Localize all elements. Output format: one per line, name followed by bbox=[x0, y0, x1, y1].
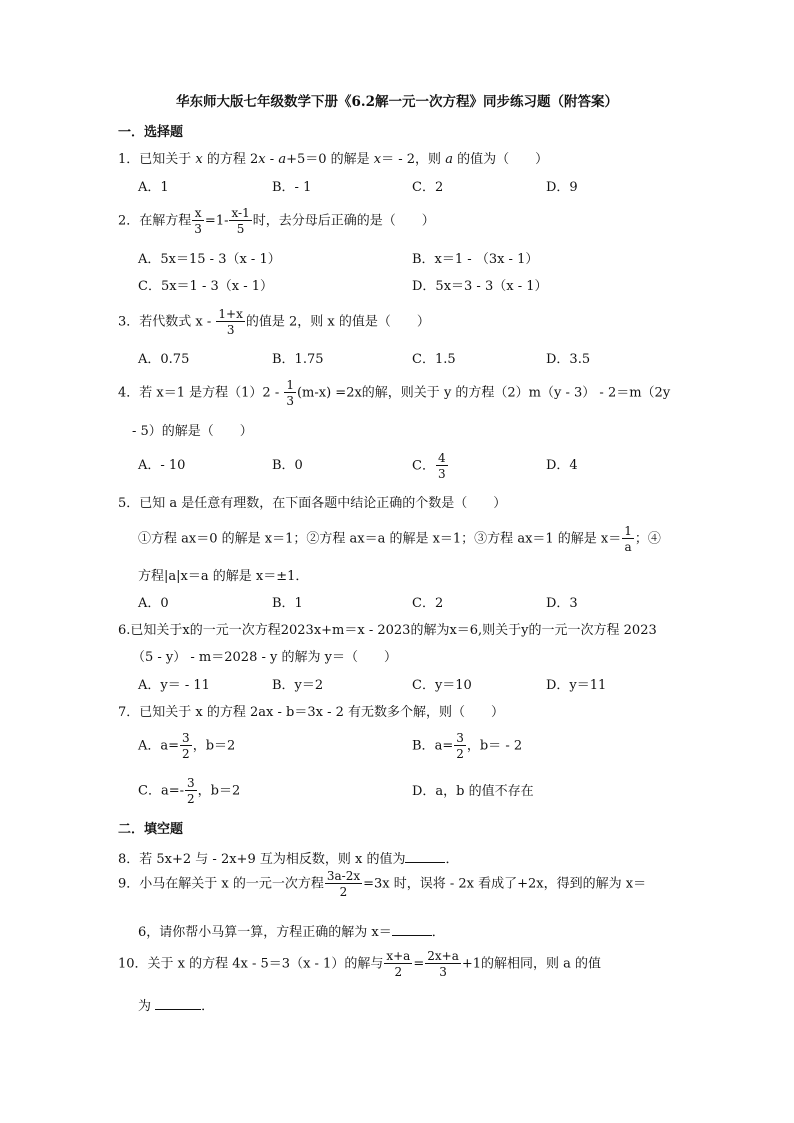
question-5-statements-cont: 方程|a|x＝a 的解是 x＝±1． bbox=[138, 569, 309, 584]
page-title: 华东师大版七年级数学下册《6.2解一元一次方程》同步练习题（附答案） bbox=[176, 94, 618, 110]
q6-option-d: D．y＝11 bbox=[546, 678, 607, 693]
fraction: $\frac{x-1}{5}$ bbox=[231, 206, 250, 236]
answer-blank bbox=[392, 923, 432, 936]
question-3-stem: 3．若代数式 x - $\frac{1+x}{3}$ 的值是 2，则 x 的值是（ ） bbox=[118, 307, 430, 337]
q1-option-a: A．1 bbox=[138, 180, 169, 195]
q6-option-b: B．y＝2 bbox=[272, 678, 324, 693]
question-4-stem: 4．若 x＝1 是方程（1）2 - $\frac{1}{3}$ (m-x) =2x的解，则关于 y 的方程（2）m（y - 3） - 2＝m（2y bbox=[118, 378, 671, 408]
fraction: $\frac{x}{3}$ bbox=[194, 206, 202, 236]
question-5-statements: ①方程 ax＝0 的解是 x＝1；②方程 ax＝a 的解是 x＝1；③方程 ax＝1 的解是 x＝ $\frac{1}{a}$ ；④ bbox=[138, 524, 661, 554]
fraction: $\frac{2x+a}{3}$ bbox=[427, 949, 459, 979]
question-4-stem-cont: - 5）的解是（ ） bbox=[132, 424, 253, 439]
question-6-stem: 6.已知关于x的一元一次方程2023x+m＝x - 2023的解为x＝6,则关于y的一元一次方程 2023 bbox=[118, 623, 657, 638]
q3-option-b: B．1.75 bbox=[272, 352, 324, 367]
fraction: $\frac{1+x}{3}$ bbox=[218, 307, 243, 337]
q2-option-b: B．x＝1 - （3x - 1） bbox=[412, 252, 539, 267]
question-5-stem: 5．已知 a 是任意有理数，在下面各题中结论正确的个数是（ ） bbox=[118, 496, 507, 511]
fraction: $\frac{1}{a}$ bbox=[624, 524, 632, 554]
q2-option-c: C．5x＝1 - 3（x - 1） bbox=[138, 279, 274, 294]
q4-option-b: B．0 bbox=[272, 458, 303, 473]
answer-blank bbox=[405, 850, 445, 863]
q3-option-a: A．0.75 bbox=[138, 352, 190, 367]
section-heading-choice: 一．选择题 bbox=[118, 125, 184, 140]
q2-option-a: A．5x＝15 - 3（x - 1） bbox=[138, 252, 281, 267]
fraction: $\frac{1}{3}$ bbox=[286, 378, 294, 408]
q5-option-c: C．2 bbox=[412, 596, 444, 611]
q1-option-b: B．- 1 bbox=[272, 180, 312, 195]
q5-option-d: D．3 bbox=[546, 596, 578, 611]
answer-blank bbox=[155, 997, 201, 1010]
question-8-stem: 8．若 5x+2 与 - 2x+9 互为相反数，则 x 的值为 ． bbox=[118, 852, 459, 867]
q3-option-c: C．1.5 bbox=[412, 352, 456, 367]
q2-option-d: D．5x＝3 - 3（x - 1） bbox=[412, 279, 548, 294]
fraction: $\frac{x+a}{2}$ bbox=[386, 949, 411, 979]
q1-option-c: C．2 bbox=[412, 180, 444, 195]
question-2-stem: 2．在解方程 $\frac{x}{3}$ =1- $\frac{x-1}{5}$ 时，去分母后正确的是（ ） bbox=[118, 206, 435, 236]
q5-option-a: A．0 bbox=[138, 596, 169, 611]
fraction: $\frac{3}{2}$ bbox=[182, 731, 190, 761]
question-9-stem: 9．小马在解关于 x 的一元一次方程 $\frac{3a-2x}{2}$ =3x 时，误将 - 2x 看成了+2x，得到的解为 x＝ bbox=[118, 869, 647, 899]
q6-option-c: C．y＝10 bbox=[412, 678, 472, 693]
fraction: $\frac{3}{2}$ bbox=[456, 731, 464, 761]
q6-option-a: A．y＝ - 11 bbox=[138, 678, 210, 693]
q4-option-a: A．- 10 bbox=[138, 458, 186, 473]
question-10-stem: 10．关于 x 的方程 4x - 5＝3（x - 1）的解与 $\frac{x+a}{2}$ = $\frac{2x+a}{3}$ +1的解相同，则 a 的值 bbox=[118, 949, 602, 979]
q1-option-d: D．9 bbox=[546, 180, 578, 195]
q7-option-d: D．a，b 的值不存在 bbox=[412, 784, 534, 799]
q7-option-c: C．a=- $\frac{3}{2}$ ，b＝2 bbox=[138, 776, 241, 806]
question-6-stem-cont: （5 - y） - m＝2028 - y 的解为 y＝（ ） bbox=[132, 650, 397, 665]
fraction: $\frac{4}{3}$ bbox=[437, 451, 446, 481]
q4-option-c: C． $\frac{4}{3}$ bbox=[412, 451, 446, 481]
q7-option-a: A．a= $\frac{3}{2}$ ，b＝2 bbox=[138, 731, 236, 761]
q3-option-d: D．3.5 bbox=[546, 352, 591, 367]
question-1-stem: 1．已知关于 x 的方程 2x - a+5＝0 的解是 x＝ - 2，则 a 的值为（ ） bbox=[118, 152, 549, 167]
question-10-stem-cont: 为 ． bbox=[138, 999, 215, 1014]
question-9-stem-cont: 6，请你帮小马算一算，方程正确的解为 x＝ ． bbox=[138, 925, 445, 940]
q7-option-b: B．a= $\frac{3}{2}$ ，b＝ - 2 bbox=[412, 731, 523, 761]
q5-option-b: B．1 bbox=[272, 596, 303, 611]
fraction: $\frac{3}{2}$ bbox=[187, 776, 195, 806]
fraction: $\frac{3a-2x}{2}$ bbox=[326, 869, 361, 899]
question-7-stem: 7．已知关于 x 的方程 2ax - b＝3x - 2 有无数多个解，则（ ） bbox=[118, 705, 504, 720]
q4-option-d: D．4 bbox=[546, 458, 578, 473]
section-heading-fill: 二．填空题 bbox=[118, 822, 184, 837]
